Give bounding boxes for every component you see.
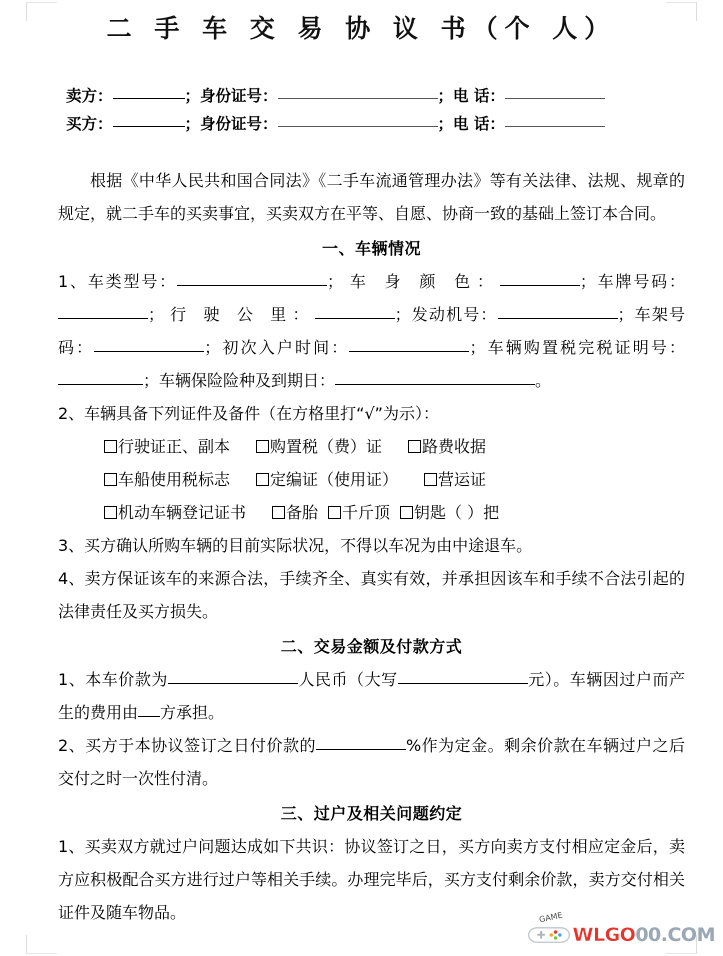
vehicle-info-item-4: 4、卖方保证该车的来源合法，手续齐全、真实有效，并承担因该车和手续不合法引起的法律责任及买方损失。 (58, 568, 685, 621)
engine-number-label: ；发动机号： (394, 304, 498, 324)
buyer-label: 买方： (66, 114, 113, 133)
checkbox-item-establishment-cert[interactable] (256, 463, 398, 496)
checkbox-item-jack[interactable] (328, 496, 390, 529)
checkbox-label: 行驶证正、副本 (118, 436, 231, 456)
parties-block (0, 82, 723, 138)
transfer-item-1: 1、买卖双方就过户问题达成如下共识：协议签订之日，买方向卖方支付相应定金后，卖方应积极配合买方进行过户等相关手续。办理完毕后，买方支付剩余价款，卖方交付相关证件及随车物品。 (58, 836, 685, 922)
engine-number-field[interactable] (498, 304, 618, 319)
checkbox-label: 营运证 (438, 469, 487, 489)
buyer-tel-label: ；电 话： (437, 114, 505, 133)
watermark-text-primary: WLGO (572, 923, 636, 946)
checkbox-label: 购置税（费）证 (270, 436, 383, 456)
seller-id-label: ；身份证号： (184, 86, 278, 105)
price-label: 1、本车价款为 (58, 669, 168, 689)
vehicle-color-field[interactable] (500, 271, 580, 286)
mileage-field[interactable] (315, 304, 395, 319)
checkbox-item-spare-tire[interactable] (272, 496, 318, 529)
insurance-label: ；车辆保险险种及到期日： (143, 370, 336, 390)
checkbox-item-road-fee-receipt[interactable] (408, 430, 486, 463)
checkbox-icon[interactable] (408, 440, 421, 453)
vehicle-model-label: 1、车类型号： (58, 271, 178, 291)
vehicle-model-field[interactable] (177, 271, 327, 286)
checkbox-icon[interactable] (272, 506, 285, 519)
gamepad-icon (528, 910, 570, 948)
preamble-paragraph: 根据《中华人民共和国合同法》《二手车流通管理办法》等有关法律、法规、规章的规定，就二手车的买卖事宜，买卖双方在平等、自愿、协商一致的基础上签订本合同。 (58, 170, 685, 223)
first-registration-field[interactable] (349, 337, 469, 352)
transfer-fee-party-field[interactable] (138, 702, 160, 717)
deposit-suffix: %作为定金。剩余价款在车辆过户之后交付之时一次性付清。 (58, 735, 685, 788)
checkbox-icon[interactable] (424, 473, 437, 486)
payment-item-2 (58, 729, 685, 795)
transfer-fee-label: 元）。车辆因过户而产生的费用由 (58, 669, 685, 722)
first-registration-label: ；初次入户时间： (204, 337, 350, 357)
checkbox-label: 定编证（使用证） (270, 469, 399, 489)
watermark-text-secondary: 00.COM (635, 923, 715, 946)
vehicle-color-label: ；车 身 颜 色： (327, 271, 500, 291)
vehicle-documents-lead: 2、车辆具备下列证件及备件（在方格里打“√”为示）： (58, 403, 439, 423)
checkbox-icon[interactable] (256, 440, 269, 453)
checkbox-item-driving-license[interactable] (104, 430, 230, 463)
transfer-fee-suffix: 方承担。 (160, 702, 225, 722)
seller-name-field[interactable] (113, 85, 185, 99)
checkbox-icon[interactable] (328, 506, 341, 519)
checkbox-label: 钥匙（ ）把 (414, 502, 500, 522)
section-heading-transfer: 三、过户及相关问题约定 (280, 803, 463, 823)
checkbox-icon[interactable] (104, 506, 117, 519)
buyer-row (66, 110, 701, 138)
vehicle-documents-checklist (58, 430, 685, 529)
buyer-id-label: ；身份证号： (184, 114, 278, 133)
vehicle-info-item-3: 3、买方确认所购车辆的目前实际状况，不得以车况为由中途退车。 (58, 535, 533, 555)
price-field[interactable] (168, 669, 298, 684)
price-words-label: 人民币（大写 (297, 669, 398, 689)
crop-mark-bottom-left (26, 935, 57, 954)
watermark-text (572, 923, 715, 946)
seller-label: 卖方： (66, 86, 113, 105)
checkbox-item-operating-license[interactable] (424, 463, 486, 496)
purchase-tax-cert-field[interactable] (58, 370, 143, 385)
chassis-number-label: ；车架号码： (58, 304, 685, 357)
document-body (0, 164, 723, 929)
checkbox-label: 路费收据 (422, 436, 487, 456)
vehicle-info-item-1 (58, 265, 685, 397)
watermark-scribble: GAME (537, 910, 563, 925)
checkbox-row-3 (104, 496, 685, 529)
mileage-label: ；行 驶 公 里： (148, 304, 315, 324)
deposit-percent-field[interactable] (316, 735, 406, 750)
plate-number-label: ；车牌号码： (579, 271, 685, 291)
seller-id-field[interactable] (278, 85, 438, 99)
seller-row (66, 82, 701, 110)
price-words-field[interactable] (398, 669, 528, 684)
buyer-name-field[interactable] (113, 113, 185, 127)
section-heading-vehicle-info: 一、车辆情况 (321, 238, 421, 258)
checkbox-icon[interactable] (104, 473, 117, 486)
vehicle-info-period: 。 (535, 370, 552, 390)
checkbox-label: 车船使用税标志 (118, 469, 231, 489)
site-watermark (528, 910, 715, 948)
checkbox-row-1 (104, 430, 685, 463)
checkbox-icon[interactable] (400, 506, 413, 519)
checkbox-label: 备胎 (286, 502, 319, 522)
checkbox-row-2 (104, 463, 685, 496)
insurance-field[interactable] (335, 370, 535, 385)
checkbox-icon[interactable] (256, 473, 269, 486)
buyer-tel-field[interactable] (505, 113, 605, 127)
document-title: 二 手 车 交 易 协 议 书（个 人） (106, 14, 617, 43)
seller-tel-label: ；电 话： (437, 86, 505, 105)
chassis-number-field[interactable] (94, 337, 204, 352)
buyer-id-field[interactable] (278, 113, 438, 127)
purchase-tax-cert-label: ；车辆购置税完税证明号： (469, 337, 685, 357)
checkbox-item-keys[interactable] (400, 496, 499, 529)
checkbox-label: 机动车辆登记证书 (118, 502, 247, 522)
checkbox-label: 千斤顶 (342, 502, 391, 522)
checkbox-item-registration-certificate[interactable] (104, 496, 246, 529)
checkbox-item-vessel-tax-mark[interactable] (104, 463, 230, 496)
checkbox-icon[interactable] (104, 440, 117, 453)
plate-number-field[interactable] (58, 304, 148, 319)
deposit-label: 2、买方于本协议签订之日付价款的 (58, 735, 316, 755)
checkbox-item-purchase-tax-cert[interactable] (256, 430, 382, 463)
seller-tel-field[interactable] (505, 85, 605, 99)
section-heading-payment: 二、交易金额及付款方式 (280, 636, 463, 656)
payment-item-1 (58, 663, 685, 729)
